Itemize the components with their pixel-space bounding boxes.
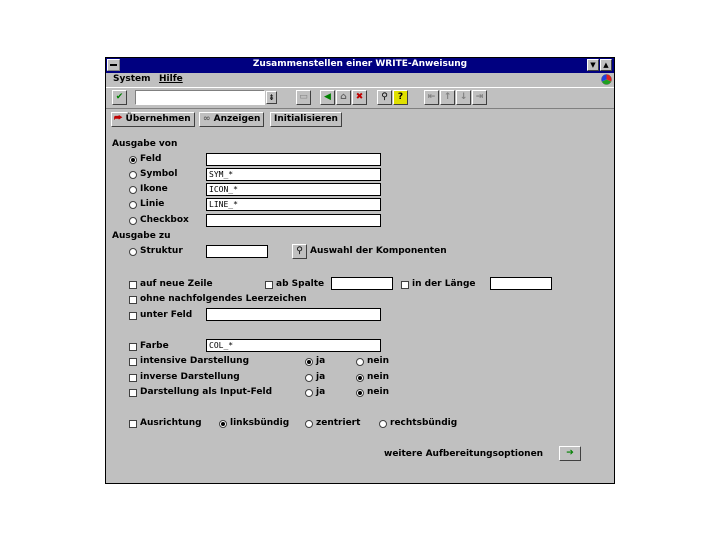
check-farbe[interactable] [129,343,137,351]
label-ausrichtung: Ausrichtung [140,418,202,428]
dialog-window [105,57,615,484]
checkbox-input[interactable] [206,214,381,227]
label-invers: inverse Darstellung [140,372,240,382]
unter-feld-input[interactable] [206,308,381,321]
label-intensiv: intensive Darstellung [140,356,250,366]
label-invers-ja: ja [316,372,326,382]
radio-symbol[interactable] [129,171,137,179]
arrow-right-icon: ➔ [566,448,574,458]
save-icon[interactable]: ▭ [296,90,311,105]
label-neue-zeile: auf neue Zeile [140,279,213,289]
label-ab-spalte: ab Spalte [276,279,325,289]
radio-invers-nein[interactable] [356,374,364,382]
label-komponenten: Auswahl der Komponenten [310,246,447,256]
label-laenge: in der Länge [412,279,476,289]
radio-linksbuendig[interactable] [219,420,227,428]
check-ohne-leer[interactable] [129,296,137,304]
radio-invers-ja[interactable] [305,374,313,382]
check-neue-zeile[interactable] [129,281,137,289]
radio-rechtsbuendig[interactable] [379,420,387,428]
uebernehmen-button[interactable]: ⮫ Übernehmen [111,112,195,127]
struktur-input[interactable] [206,245,268,258]
last-page-icon[interactable]: ⇥ [472,90,487,105]
radio-input-nein[interactable] [356,389,364,397]
label-invers-nein: nein [367,372,390,382]
label-weitere: weitere Aufbereitungsoptionen [384,449,544,459]
radio-checkbox[interactable] [129,217,137,225]
symbol-input[interactable]: SYM_* [206,168,381,181]
label-checkbox: Checkbox [140,215,189,225]
radio-linie[interactable] [129,201,137,209]
check-ab-spalte[interactable] [265,281,273,289]
ab-spalte-input[interactable] [331,277,393,290]
label-symbol: Symbol [140,169,178,179]
radio-intensiv-nein[interactable] [356,358,364,366]
toolbar [106,87,614,109]
linie-input[interactable]: LINE_* [206,198,381,211]
check-laenge[interactable] [401,281,409,289]
weitere-options-button[interactable] [559,446,581,461]
label-input-nein: nein [367,387,390,397]
label-intensiv-ja: ja [316,356,326,366]
find-icon[interactable]: ⚲ [377,90,392,105]
label-farbe: Farbe [140,341,169,351]
label-feld: Feld [140,154,162,164]
command-history-button[interactable]: ⇟ [266,91,277,104]
label-struktur: Struktur [140,246,183,256]
radio-feld[interactable] [129,156,137,164]
first-page-icon[interactable]: ⇤ [424,90,439,105]
glasses-icon: ∞ [203,114,211,124]
feld-input[interactable] [206,153,381,166]
label-ikone: Ikone [140,184,168,194]
maximize-button[interactable]: ▲ [600,59,612,71]
command-field[interactable] [135,90,265,105]
menu-system[interactable]: System [113,74,151,84]
title-bar [106,58,614,73]
menu-bar [106,73,614,86]
exit-icon[interactable]: ⌂ [336,90,351,105]
check-ausrichtung[interactable] [129,420,137,428]
confirm-check-icon[interactable]: ✔ [112,90,127,105]
label-linksbuendig: linksbündig [230,418,290,428]
radio-input-ja[interactable] [305,389,313,397]
cancel-x-icon[interactable]: ✖ [352,90,367,105]
menu-hilfe[interactable]: Hilfe [159,74,183,84]
minimize-button[interactable]: ▼ [587,59,599,71]
check-unter-feld[interactable] [129,312,137,320]
window-title: Zusammenstellen einer WRITE-Anweisung [252,59,468,69]
radio-intensiv-ja[interactable] [305,358,313,366]
check-intensiv[interactable] [129,358,137,366]
prev-page-icon[interactable]: ↑ [440,90,455,105]
label-unter-feld: unter Feld [140,310,193,320]
radio-ikone[interactable] [129,186,137,194]
farbe-input[interactable]: COL_* [206,339,381,352]
transfer-icon: ⮫ [114,114,123,124]
radio-zentriert[interactable] [305,420,313,428]
initialisieren-button[interactable]: Initialisieren [270,112,342,127]
label-rechtsbuendig: rechtsbündig [390,418,458,428]
check-input[interactable] [129,389,137,397]
ikone-input[interactable]: ICON_* [206,183,381,196]
color-wheel-icon [601,74,612,85]
komponenten-search-icon[interactable]: ⚲ [292,244,307,259]
label-intensiv-nein: nein [367,356,390,366]
radio-struktur[interactable] [129,248,137,256]
anzeigen-button[interactable]: ∞ Anzeigen [199,112,264,127]
ausgabe-von-heading: Ausgabe von [112,139,178,149]
back-arrow-icon[interactable]: ◀ [320,90,335,105]
help-icon[interactable]: ? [393,90,408,105]
label-input: Darstellung als Input-Feld [140,387,273,397]
label-linie: Linie [140,199,165,209]
next-page-icon[interactable]: ↓ [456,90,471,105]
check-invers[interactable] [129,374,137,382]
label-ohne-leer: ohne nachfolgendes Leerzeichen [140,294,307,304]
label-zentriert: zentriert [316,418,361,428]
ausgabe-zu-heading: Ausgabe zu [112,231,171,241]
label-input-ja: ja [316,387,326,397]
laenge-input[interactable] [490,277,552,290]
